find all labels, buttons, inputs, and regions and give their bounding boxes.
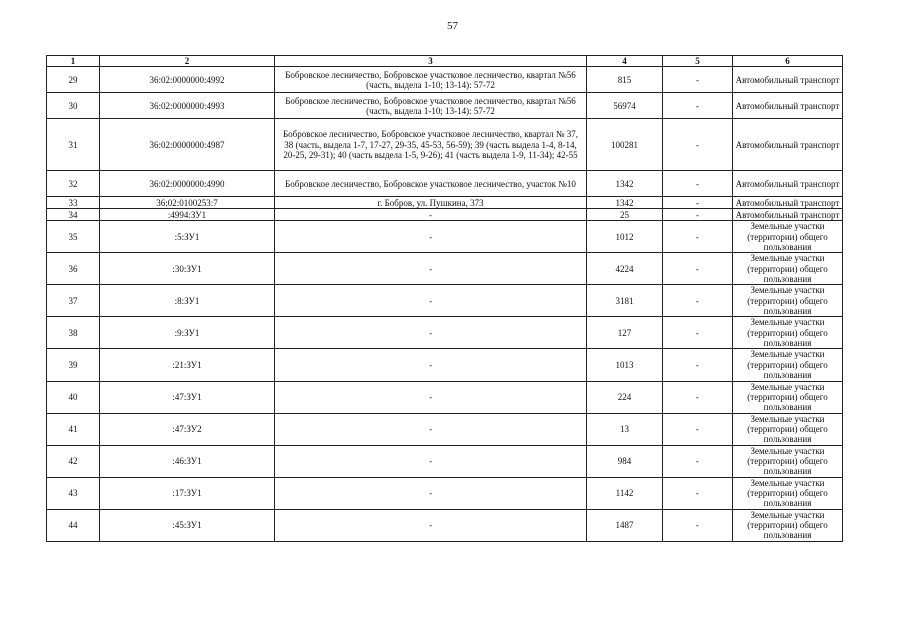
column-5-cell: - <box>663 445 733 477</box>
table-row <box>47 67 843 93</box>
location-description-cell: - <box>275 285 587 317</box>
table-row <box>47 171 843 197</box>
location-description-cell: Бобровское лесничество, Бобровское участковое лесничество, квартал №56 (часть, выдела 1-10; 13-14): 57-72 <box>275 93 587 119</box>
area-cell: 100281 <box>587 119 663 171</box>
row-number-cell: 36 <box>47 253 100 285</box>
location-description-cell: - <box>275 381 587 413</box>
location-description-cell: Бобровское лесничество, Бобровское участковое лесничество, квартал №56 (часть, выдела 1-10; 13-14): 57-72 <box>275 67 587 93</box>
area-cell: 25 <box>587 209 663 221</box>
purpose-cell: Автомобильный транспорт <box>733 67 843 93</box>
row-number-cell: 37 <box>47 285 100 317</box>
table-row <box>47 477 843 509</box>
location-description-cell: - <box>275 221 587 253</box>
column-5-cell: - <box>663 381 733 413</box>
row-number-cell: 42 <box>47 445 100 477</box>
column-5-cell: - <box>663 119 733 171</box>
area-cell: 1487 <box>587 509 663 541</box>
row-number-cell: 38 <box>47 317 100 349</box>
purpose-cell: Земельные участки (территории) общего пользования <box>733 253 843 285</box>
area-cell: 984 <box>587 445 663 477</box>
area-cell: 1012 <box>587 221 663 253</box>
cadastral-number-cell: :8:ЗУ1 <box>100 285 275 317</box>
column-header-4: 4 <box>587 56 663 67</box>
location-description-cell: - <box>275 509 587 541</box>
purpose-cell: Земельные участки (территории) общего пользования <box>733 285 843 317</box>
row-number-cell: 30 <box>47 93 100 119</box>
purpose-cell: Автомобильный транспорт <box>733 93 843 119</box>
purpose-cell: Земельные участки (территории) общего пользования <box>733 477 843 509</box>
column-header-2: 2 <box>100 56 275 67</box>
location-description-cell: - <box>275 209 587 221</box>
column-header-1: 1 <box>47 56 100 67</box>
column-5-cell: - <box>663 197 733 209</box>
column-header-3: 3 <box>275 56 587 67</box>
purpose-cell: Земельные участки (территории) общего пользования <box>733 445 843 477</box>
location-description-cell: Бобровское лесничество, Бобровское участковое лесничество, квартал № 37, 38 (часть, выдела 1-7, 17-27, 29-35, 45-53, 56-59); 39 (часть выдела 1-4, 8-14, 20-25, 29-31); 40 (часть выдела 1-5, 9-26); 41 (часть выдела 1-9, 11-34); 42-55 <box>275 119 587 171</box>
table-row <box>47 93 843 119</box>
purpose-cell: Земельные участки (территории) общего пользования <box>733 317 843 349</box>
area-cell: 4224 <box>587 253 663 285</box>
location-description-cell: - <box>275 349 587 381</box>
area-cell: 224 <box>587 381 663 413</box>
purpose-cell: Автомобильный транспорт <box>733 119 843 171</box>
row-number-cell: 40 <box>47 381 100 413</box>
area-cell: 127 <box>587 317 663 349</box>
table-row <box>47 509 843 541</box>
column-5-cell: - <box>663 67 733 93</box>
cadastral-number-cell: :17:ЗУ1 <box>100 477 275 509</box>
area-cell: 815 <box>587 67 663 93</box>
location-description-cell: - <box>275 445 587 477</box>
area-cell: 1013 <box>587 349 663 381</box>
table-row <box>47 253 843 285</box>
column-header-5: 5 <box>663 56 733 67</box>
table-row <box>47 445 843 477</box>
area-cell: 3181 <box>587 285 663 317</box>
row-number-cell: 29 <box>47 67 100 93</box>
area-cell: 13 <box>587 413 663 445</box>
table-row <box>47 285 843 317</box>
purpose-cell: Земельные участки (территории) общего пользования <box>733 413 843 445</box>
cadastral-number-cell: :30:ЗУ1 <box>100 253 275 285</box>
area-cell: 1342 <box>587 197 663 209</box>
column-5-cell: - <box>663 285 733 317</box>
table-row <box>47 317 843 349</box>
location-description-cell: - <box>275 253 587 285</box>
row-number-cell: 41 <box>47 413 100 445</box>
table-row <box>47 349 843 381</box>
column-5-cell: - <box>663 509 733 541</box>
area-cell: 1142 <box>587 477 663 509</box>
table-row <box>47 413 843 445</box>
location-description-cell: - <box>275 413 587 445</box>
purpose-cell: Автомобильный транспорт <box>733 209 843 221</box>
cadastral-number-cell: 36:02:0000000:4987 <box>100 119 275 171</box>
cadastral-number-cell: 36:02:0000000:4992 <box>100 67 275 93</box>
header-row <box>47 56 843 67</box>
cadastral-number-cell: :47:ЗУ2 <box>100 413 275 445</box>
location-description-cell: - <box>275 477 587 509</box>
area-cell: 56974 <box>587 93 663 119</box>
column-header-6: 6 <box>733 56 843 67</box>
row-number-cell: 39 <box>47 349 100 381</box>
row-number-cell: 33 <box>47 197 100 209</box>
purpose-cell: Автомобильный транспорт <box>733 197 843 209</box>
cadastral-number-cell: :4994:ЗУ1 <box>100 209 275 221</box>
column-5-cell: - <box>663 253 733 285</box>
table-row <box>47 119 843 171</box>
land-plots-table <box>46 55 843 542</box>
cadastral-number-cell: :47:ЗУ1 <box>100 381 275 413</box>
cadastral-number-cell: 36:02:0000000:4990 <box>100 171 275 197</box>
column-5-cell: - <box>663 209 733 221</box>
purpose-cell: Земельные участки (территории) общего пользования <box>733 509 843 541</box>
location-description-cell: г. Бобров, ул. Пушкина, 373 <box>275 197 587 209</box>
cadastral-number-cell: :9:ЗУ1 <box>100 317 275 349</box>
table-row <box>47 197 843 209</box>
column-5-cell: - <box>663 317 733 349</box>
purpose-cell: Земельные участки (территории) общего пользования <box>733 381 843 413</box>
cadastral-number-cell: :45:ЗУ1 <box>100 509 275 541</box>
cadastral-number-cell: 36:02:0100253:7 <box>100 197 275 209</box>
row-number-cell: 44 <box>47 509 100 541</box>
row-number-cell: 35 <box>47 221 100 253</box>
purpose-cell: Автомобильный транспорт <box>733 171 843 197</box>
purpose-cell: Земельные участки (территории) общего пользования <box>733 349 843 381</box>
location-description-cell: - <box>275 317 587 349</box>
row-number-cell: 32 <box>47 171 100 197</box>
row-number-cell: 43 <box>47 477 100 509</box>
cadastral-number-cell: :46:ЗУ1 <box>100 445 275 477</box>
cadastral-number-cell: :21:ЗУ1 <box>100 349 275 381</box>
row-number-cell: 31 <box>47 119 100 171</box>
table-row <box>47 209 843 221</box>
table-row <box>47 221 843 253</box>
cadastral-number-cell: :5:ЗУ1 <box>100 221 275 253</box>
location-description-cell: Бобровское лесничество, Бобровское участковое лесничество, участок №10 <box>275 171 587 197</box>
table-row <box>47 381 843 413</box>
column-5-cell: - <box>663 171 733 197</box>
column-5-cell: - <box>663 477 733 509</box>
cadastral-number-cell: 36:02:0000000:4993 <box>100 93 275 119</box>
purpose-cell: Земельные участки (территории) общего пользования <box>733 221 843 253</box>
column-5-cell: - <box>663 221 733 253</box>
column-5-cell: - <box>663 93 733 119</box>
column-5-cell: - <box>663 413 733 445</box>
row-number-cell: 34 <box>47 209 100 221</box>
column-5-cell: - <box>663 349 733 381</box>
table-body <box>47 67 843 541</box>
area-cell: 1342 <box>587 171 663 197</box>
page-number: 57 <box>447 20 458 32</box>
